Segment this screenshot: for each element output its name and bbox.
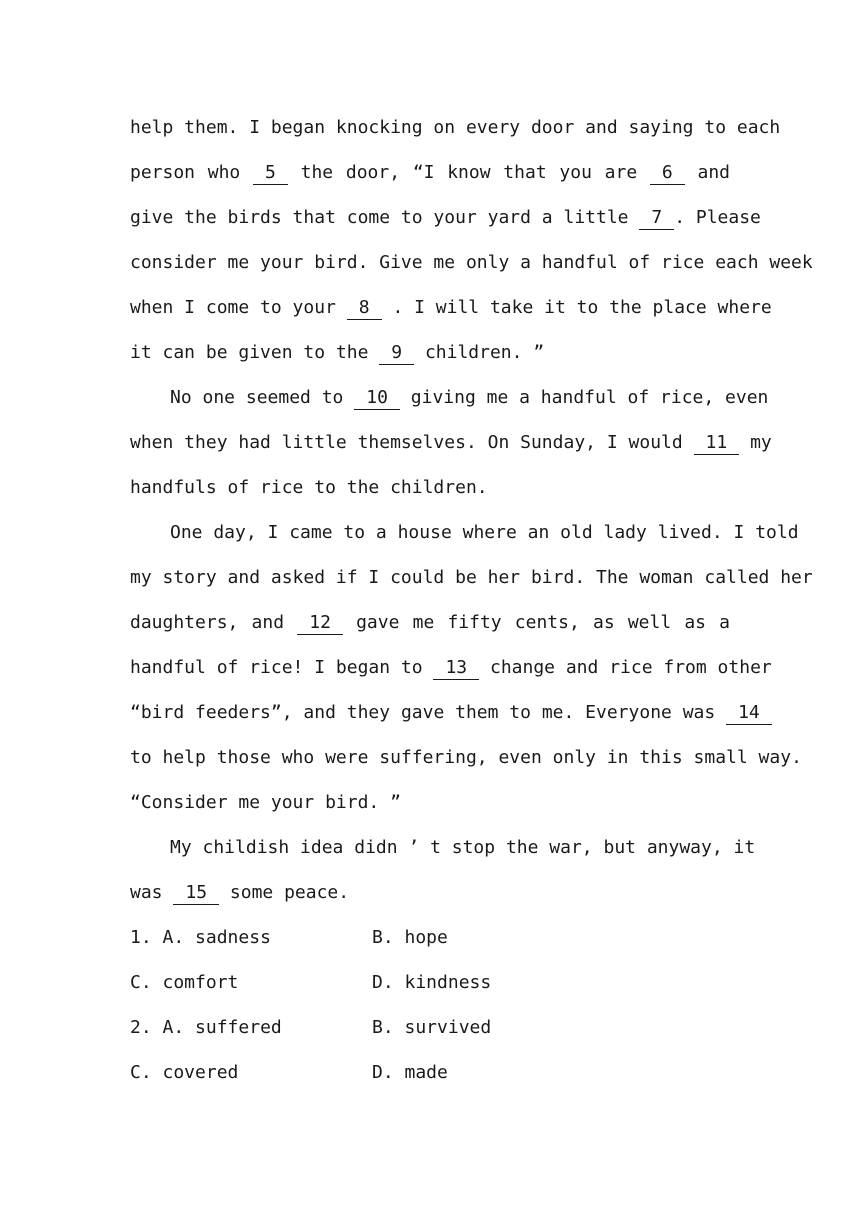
passage-line xyxy=(130,520,799,546)
passage-line xyxy=(130,700,760,726)
text: change and rice from other xyxy=(489,657,772,678)
passage-line xyxy=(130,610,730,636)
question-2-option-a xyxy=(130,1015,282,1041)
option-label: C. covered xyxy=(130,1062,239,1083)
text: it can be given to the xyxy=(130,342,369,363)
text: I would xyxy=(606,432,683,453)
text: it xyxy=(733,837,756,858)
blank-13: 13 xyxy=(433,657,479,680)
passage-line xyxy=(130,295,772,321)
passage-line xyxy=(130,655,772,681)
text: gave me fifty cents, xyxy=(356,612,580,633)
blank-5: 5 xyxy=(253,162,288,185)
text: One day, xyxy=(170,522,257,543)
passage-line xyxy=(130,160,730,186)
text: and they gave them to me. Everyone was xyxy=(303,702,716,723)
text: I came to a house where an old lady lived. I told xyxy=(267,522,799,543)
text: and xyxy=(251,612,285,633)
question-2-option-c xyxy=(130,1060,238,1086)
blank-7: 7 xyxy=(639,207,674,230)
option-label: C. comfort xyxy=(130,972,239,993)
passage-line xyxy=(130,880,730,906)
question-1-option-a xyxy=(130,925,271,951)
question-number: 1. xyxy=(130,927,152,948)
text: even only in this small way. xyxy=(498,747,802,768)
text: some peace. xyxy=(229,882,350,903)
option-label: A. sadness xyxy=(162,927,271,948)
text: “bird feeders”, xyxy=(130,702,293,723)
question-2-option-b xyxy=(372,1015,491,1041)
text: and xyxy=(697,162,731,183)
question-number: 2. xyxy=(130,1017,152,1038)
text: when they had little themselves. On Sunday, xyxy=(130,432,596,453)
text: I began to xyxy=(314,657,423,678)
text: give the birds that come to your yard a little xyxy=(130,207,629,228)
text: to help those who were suffering, xyxy=(130,747,488,768)
text: . Please xyxy=(674,207,761,228)
text: handfuls of rice to the children. xyxy=(130,477,488,498)
text: my xyxy=(750,432,772,453)
passage-line xyxy=(130,250,813,276)
text: as well as a xyxy=(592,612,731,633)
passage-line xyxy=(130,475,730,501)
question-1-option-c xyxy=(130,970,238,996)
passage-line xyxy=(130,835,756,861)
option-label: B. survived xyxy=(372,1017,492,1038)
blank-11: 11 xyxy=(694,432,740,455)
option-label: B. hope xyxy=(372,927,448,948)
text: was xyxy=(130,882,163,903)
passage-line xyxy=(130,790,730,816)
text: person who xyxy=(130,162,241,183)
text: but anyway, xyxy=(603,837,723,858)
passage-line xyxy=(130,745,802,771)
option-label: A. suffered xyxy=(162,1017,282,1038)
text: giving me a handful of rice, xyxy=(410,387,715,408)
text: My childish idea didn ’ t stop the war, xyxy=(170,837,593,858)
passage-line xyxy=(130,205,761,231)
text: my story and asked if I could be her bird. The woman called her xyxy=(130,567,813,588)
question-2-option-d xyxy=(372,1060,448,1086)
text: . I will take it to the place where xyxy=(392,297,772,318)
passage-line xyxy=(130,115,781,141)
option-label: D. kindness xyxy=(372,972,492,993)
blank-10: 10 xyxy=(354,387,400,410)
question-1-option-b xyxy=(372,925,448,951)
text: consider me your bird. Give me only a handful of rice each week xyxy=(130,252,813,273)
blank-12: 12 xyxy=(297,612,343,635)
text: help them. I began knocking on every door and saying to each xyxy=(130,117,781,138)
question-1-option-d xyxy=(372,970,491,996)
blank-8: 8 xyxy=(347,297,382,320)
passage-line xyxy=(130,385,769,411)
blank-6: 6 xyxy=(650,162,685,185)
text: the door, xyxy=(300,162,401,183)
blank-14: 14 xyxy=(726,702,772,725)
text: No one seemed to xyxy=(170,387,344,408)
passage-line xyxy=(130,565,813,591)
passage-line xyxy=(130,430,772,456)
text: daughters, xyxy=(130,612,239,633)
text: handful of rice! xyxy=(130,657,304,678)
blank-15: 15 xyxy=(173,882,219,905)
blank-9: 9 xyxy=(379,342,414,365)
text: “Consider me your bird. ” xyxy=(130,792,401,813)
text: when I come to your xyxy=(130,297,336,318)
text: even xyxy=(725,387,769,408)
text: “I know that you are xyxy=(412,162,638,183)
passage-line xyxy=(130,340,730,366)
text: children. ” xyxy=(424,342,545,363)
option-label: D. made xyxy=(372,1062,448,1083)
